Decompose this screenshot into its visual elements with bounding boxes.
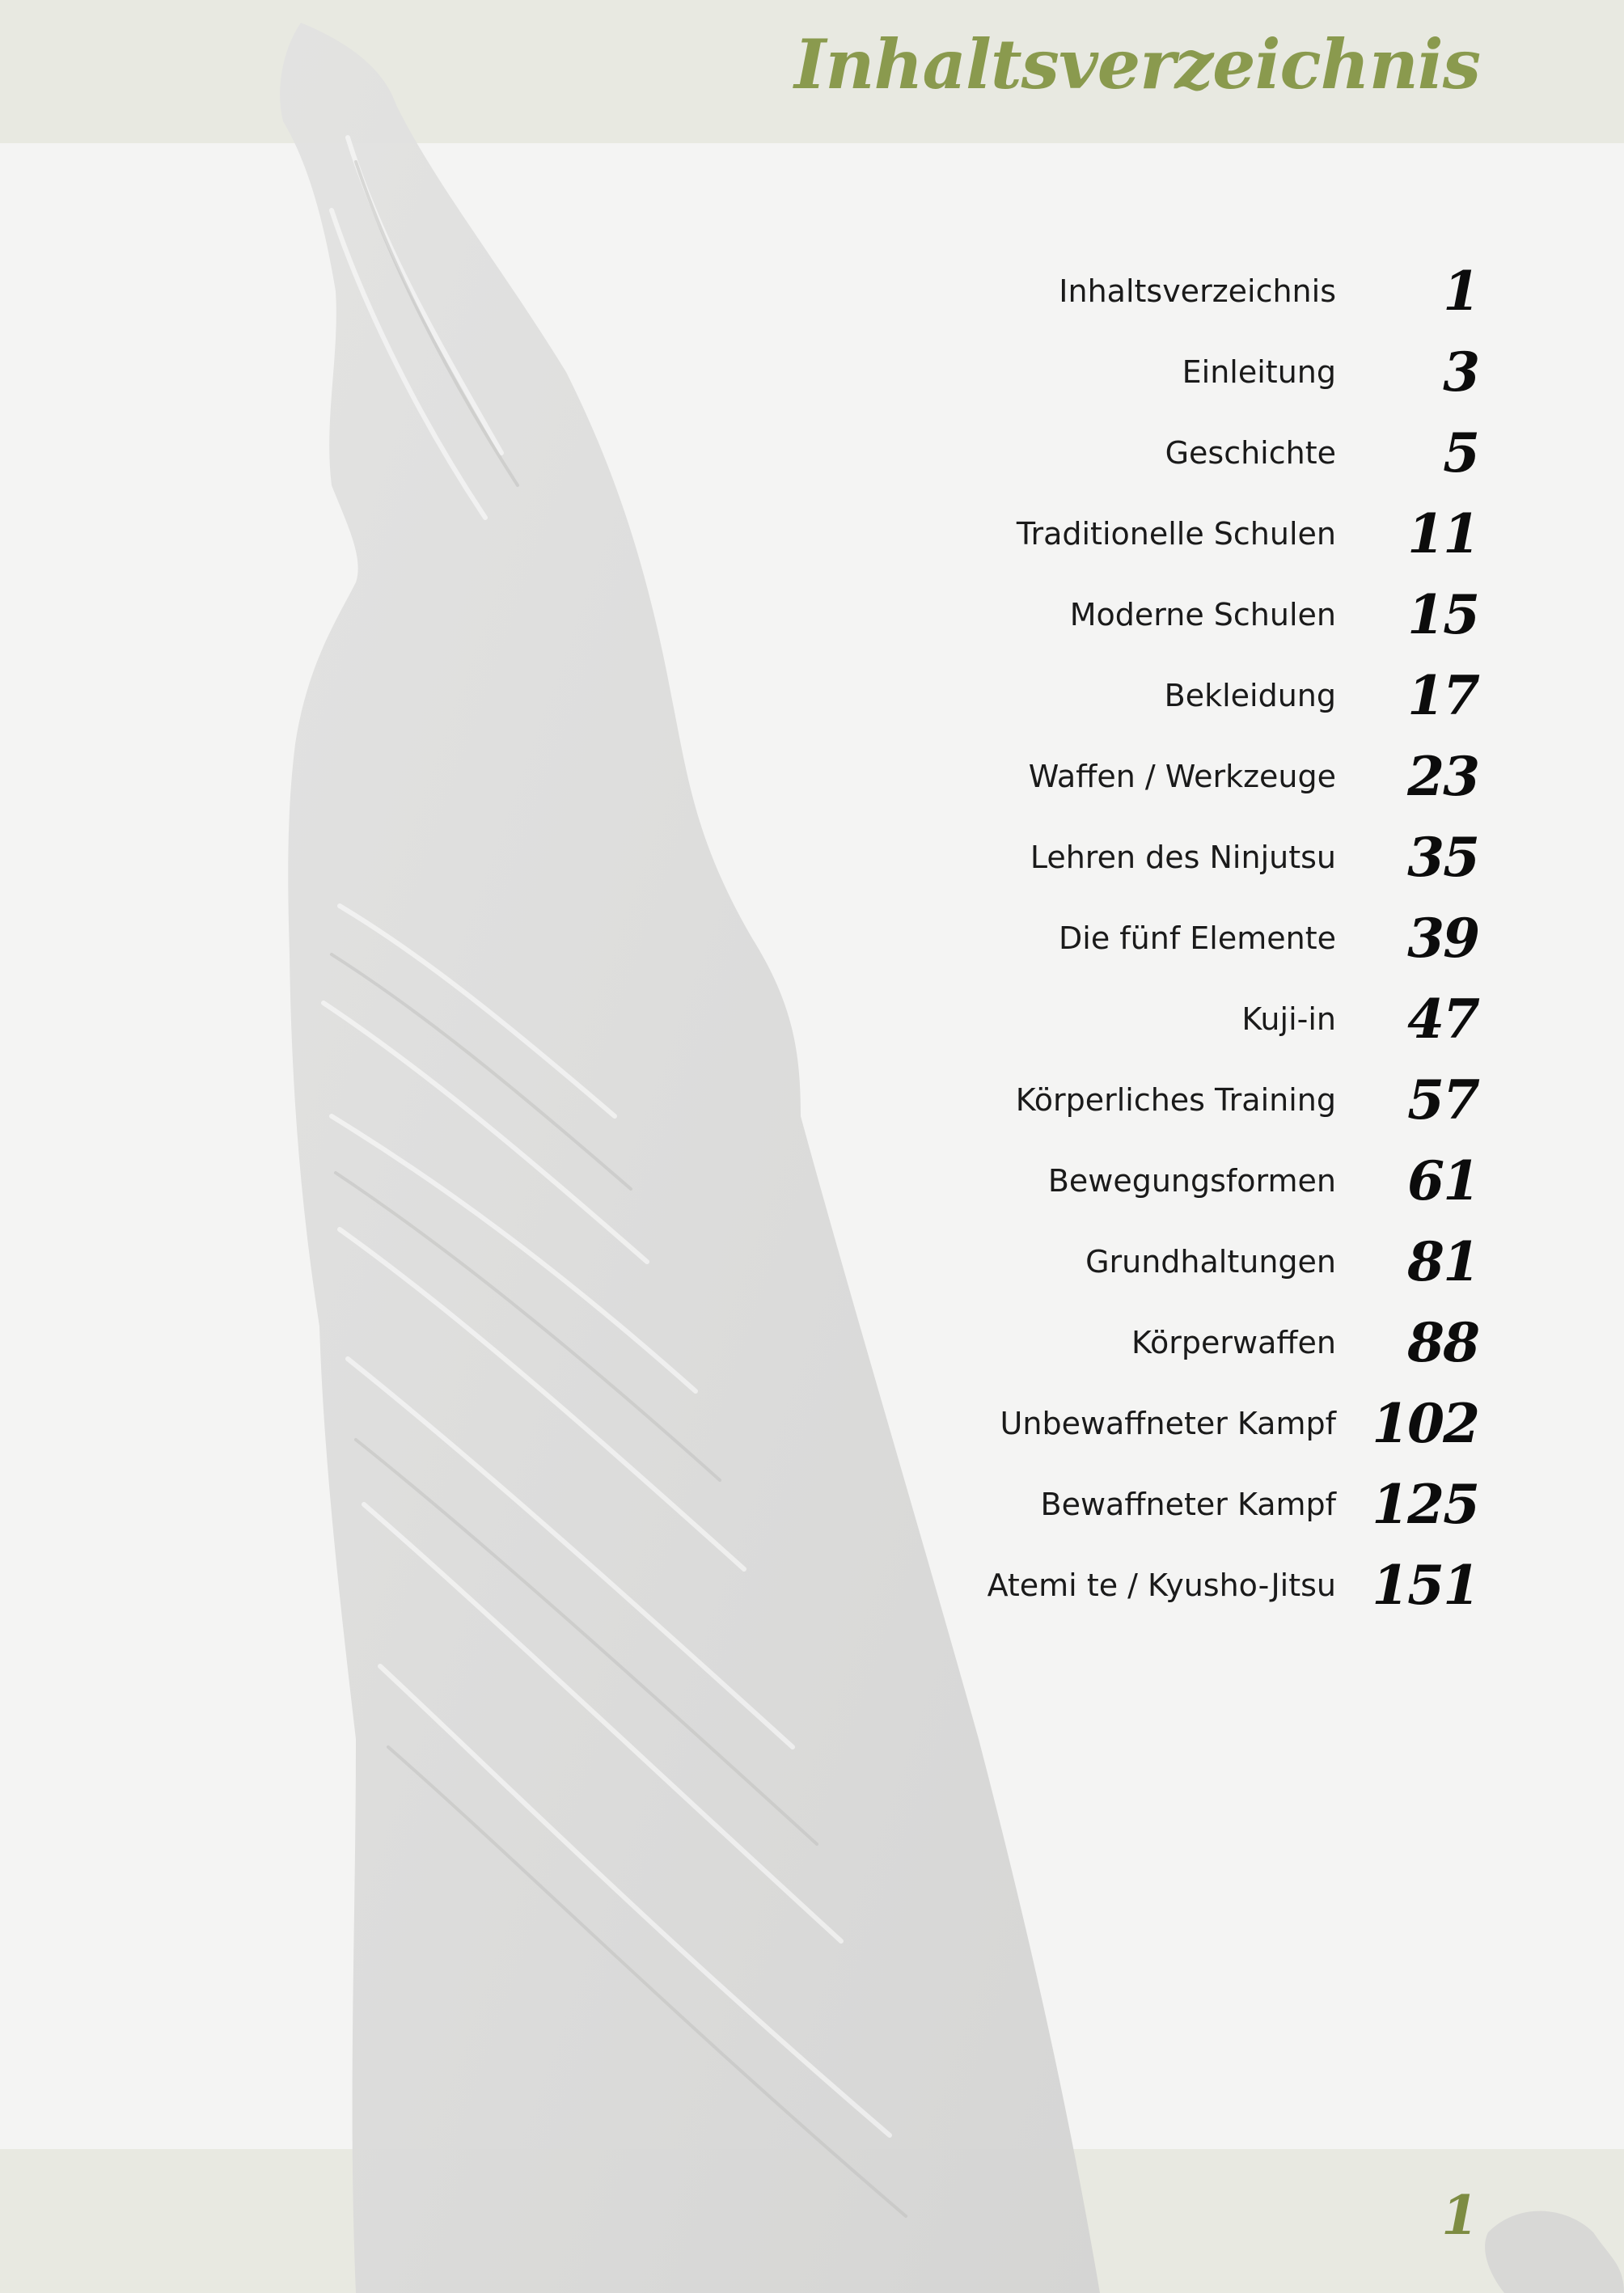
toc-entry[interactable] [809, 340, 1488, 404]
toc-entry-label: Körperwaffen [1131, 1325, 1336, 1360]
toc-entry-label: Grundhaltungen [1085, 1244, 1336, 1280]
toc-entry[interactable] [809, 1310, 1488, 1375]
toc-entry-label: Einleitung [1182, 354, 1336, 390]
toc-entry-page-number: 3 [1443, 341, 1478, 404]
toc-entry[interactable] [809, 987, 1488, 1051]
toc-entry[interactable] [809, 1149, 1488, 1213]
toc-entry[interactable] [809, 582, 1488, 647]
toc-entry-page-number: 39 [1407, 907, 1478, 970]
toc-entry[interactable] [809, 421, 1488, 485]
page-title: Inhaltsverzeichnis [794, 24, 1480, 104]
toc-entry-label: Traditionelle Schulen [1016, 516, 1336, 552]
toc-entry[interactable] [809, 1472, 1488, 1537]
toc-entry-page-number: 11 [1407, 502, 1478, 565]
toc-entry-label: Geschichte [1165, 435, 1336, 471]
toc-entry-page-number: 1 [1443, 260, 1478, 323]
toc-entry[interactable] [809, 1391, 1488, 1456]
toc-entry-page-number: 61 [1407, 1149, 1478, 1212]
toc-entry-label: Lehren des Ninjutsu [1030, 840, 1336, 875]
toc-entry-label: Atemi te / Kyusho-Jitsu [987, 1567, 1336, 1603]
toc-entry-page-number: 88 [1407, 1311, 1478, 1374]
toc-entry-page-number: 57 [1407, 1068, 1478, 1132]
toc-entry-label: Unbewaffneter Kampf [1000, 1406, 1336, 1441]
toc-entry[interactable] [809, 1068, 1488, 1132]
toc-entry-page-number: 23 [1407, 745, 1478, 808]
toc-entry[interactable] [809, 259, 1488, 324]
toc-entry-page-number: 102 [1372, 1392, 1478, 1455]
toc-entry-label: Die fünf Elemente [1059, 920, 1336, 956]
toc-entry-label: Kuji-in [1241, 1001, 1336, 1037]
toc-entry[interactable] [809, 906, 1488, 971]
toc-entry-page-number: 81 [1407, 1230, 1478, 1293]
toc-entry[interactable] [809, 744, 1488, 809]
toc-entry-label: Körperliches Training [1015, 1082, 1336, 1118]
toc-entry-label: Moderne Schulen [1069, 597, 1336, 632]
toc-entry[interactable] [809, 1229, 1488, 1294]
toc-entry-page-number: 151 [1372, 1554, 1478, 1617]
toc-entry-label: Bekleidung [1164, 678, 1336, 713]
toc-entry[interactable] [809, 825, 1488, 890]
toc-entry-label: Waffen / Werkzeuge [1028, 759, 1336, 794]
toc-entry-page-number: 15 [1407, 583, 1478, 646]
toc-entry[interactable] [809, 1553, 1488, 1618]
toc-entry-page-number: 5 [1443, 421, 1478, 484]
toc-entry[interactable] [809, 663, 1488, 728]
toc-entry[interactable] [809, 501, 1488, 566]
toc-entry-label: Bewegungsformen [1047, 1163, 1336, 1199]
toc-entry-label: Bewaffneter Kampf [1040, 1487, 1336, 1522]
toc-entry-page-number: 17 [1407, 664, 1478, 727]
toc-entry-page-number: 125 [1372, 1473, 1478, 1536]
toc-entry-label: Inhaltsverzeichnis [1059, 273, 1336, 309]
page-number: 1 [1441, 2184, 1478, 2247]
toc-entry-page-number: 35 [1407, 826, 1478, 889]
toc-entry-page-number: 47 [1407, 988, 1478, 1051]
